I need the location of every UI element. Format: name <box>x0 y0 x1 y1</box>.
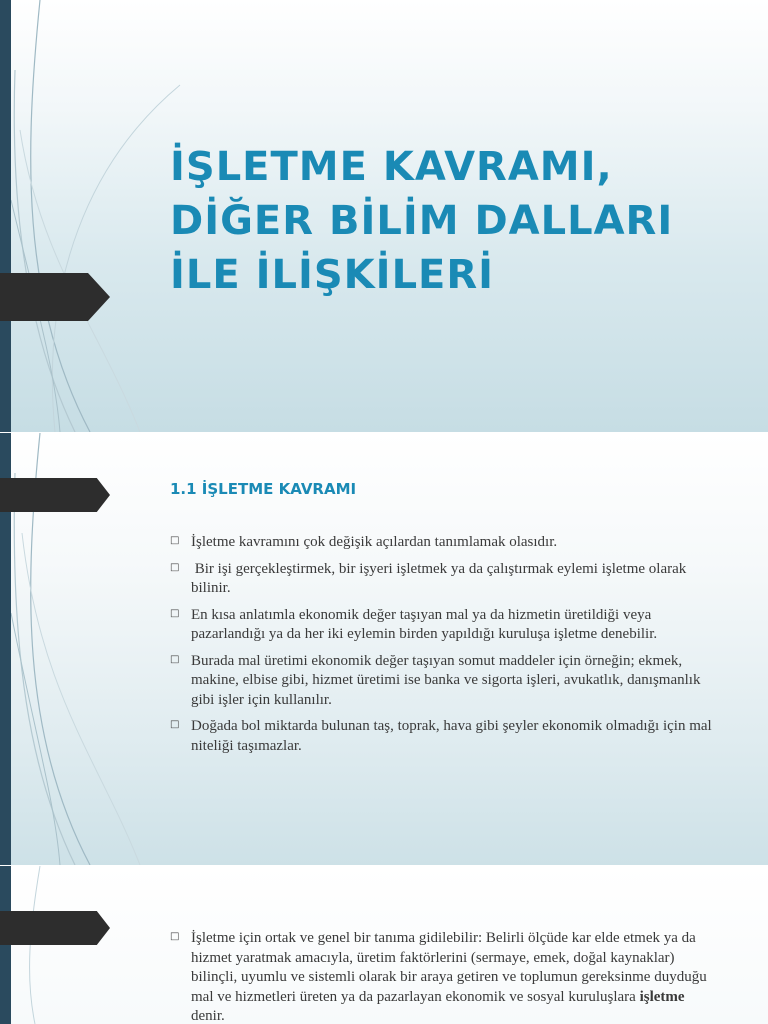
list-item: □ İşletme için ortak ve genel bir tanıma gidilebilir: Belirli ölçüde kar elde etmek ya da hizmet yaratmak amacıyla, üretim faktörlerini (sermaye, emek, doğal kaynaklar) bilinçli, uyumlu ve sistemli olarak bir araya getiren ve toplumun gereksinme duyduğu mal ve hizmetleri üreten ya da pazarlayan ekonomik ve sosyal kuruluşlara işletme denir. <box>170 930 707 1024</box>
left-accent-bar <box>0 0 11 432</box>
title-slide <box>0 0 768 432</box>
arrow-tab-icon <box>0 273 110 321</box>
hollow-square-bullet-icon: □ <box>170 561 180 573</box>
title-line-2: DİĞER BİLİM DALLARI <box>170 198 674 244</box>
content-slide-2 <box>0 866 768 1024</box>
list-item: □ İşletme kavramını çok değişik açılardan tanımlamak olasıdır. <box>170 534 558 550</box>
hollow-square-bullet-icon: □ <box>170 535 180 546</box>
hollow-square-bullet-icon: □ <box>170 931 180 942</box>
hollow-square-bullet-icon: □ <box>170 719 180 730</box>
arrow-tab-icon <box>0 478 110 512</box>
slide-title <box>170 140 750 302</box>
list-item: □ Burada mal üretimi ekonomik değer taşıyan somut maddeler için örneğin; ekmek, makine, elbise gibi, hizmet üretimi ise banka ve sigorta işleri, avukatlık, danışmanlık gibi işler için kullanılır. <box>170 652 701 708</box>
content-slide-1 <box>0 433 768 865</box>
title-line-3: İLE İLİŞKİLERİ <box>170 252 495 298</box>
list-item: □ Bir işi gerçekleştirmek, bir işyeri işletmek ya da çalıştırmak eylemi işletme olarak bilinir. <box>170 560 691 596</box>
title-line-1: İŞLETME KAVRAMI, <box>170 144 613 190</box>
hollow-square-bullet-icon: □ <box>170 653 180 665</box>
bullet-list <box>170 533 718 763</box>
bullet-list <box>170 929 718 1024</box>
list-item: □ Doğada bol miktarda bulunan taş, toprak, hava gibi şeyler ekonomik olmadığı için mal niteliği taşımazlar. <box>170 718 712 754</box>
list-item: □ En kısa anlatımla ekonomik değer taşıyan mal ya da hizmetin üretildiği veya pazarlandığı ya da her iki eylemin birden yapıldığı kuruluşa işletme denebilir. <box>170 606 658 642</box>
arrow-tab-icon <box>0 911 110 945</box>
left-accent-bar <box>0 866 11 1024</box>
section-heading: 1.1 İŞLETME KAVRAMI <box>170 480 357 498</box>
bold-term: işletme <box>639 988 685 1005</box>
hollow-square-bullet-icon: □ <box>170 607 180 619</box>
